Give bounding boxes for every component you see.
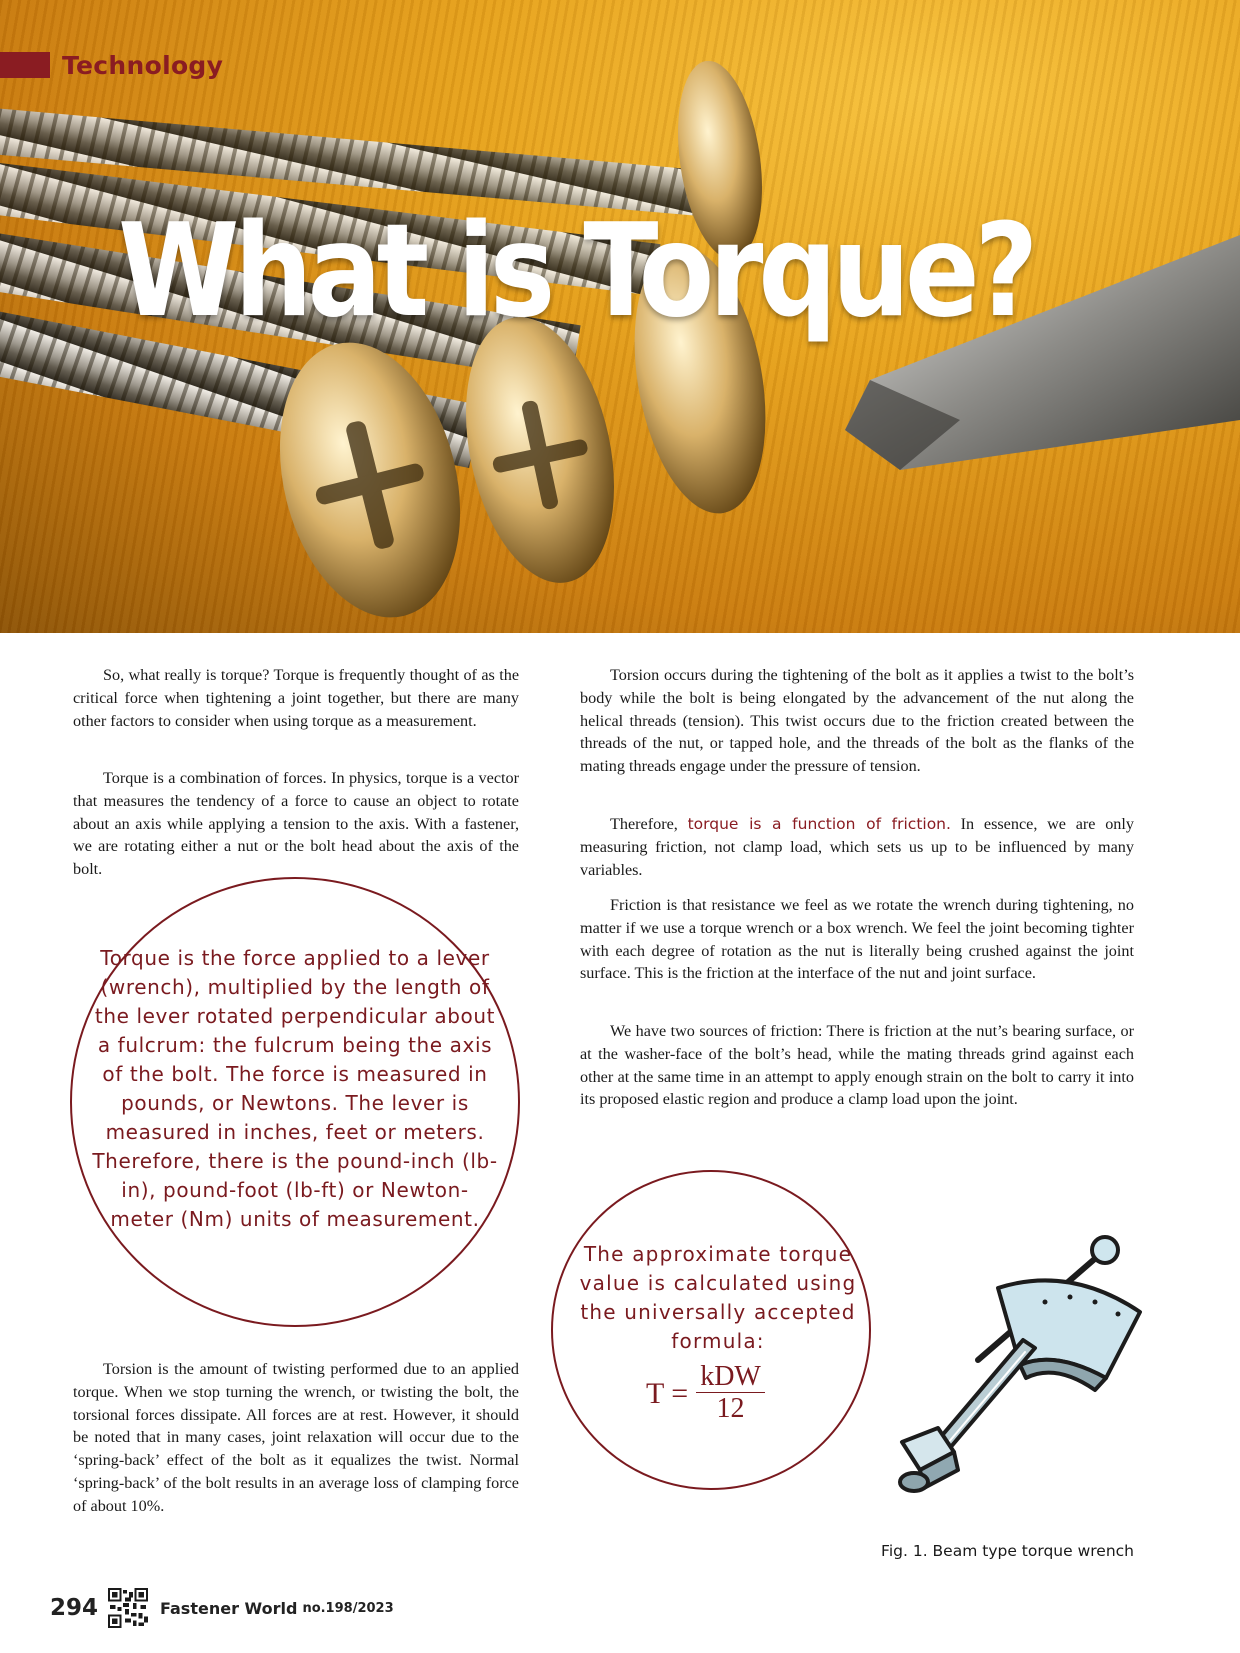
page-number: 294 [50, 1595, 99, 1621]
formula-callout-text: The approximate torque value is calculated using the universally accepted formula: [579, 1242, 857, 1353]
torque-friction-highlight: torque is a function of friction. [687, 815, 951, 833]
formula-fraction [696, 1362, 765, 1425]
article-title: What is Torque? [118, 197, 1034, 346]
section-tag-bar [0, 52, 50, 78]
formula-lhs: T = [646, 1376, 689, 1410]
torque-formula [646, 1362, 765, 1425]
right-paragraph-2 [580, 813, 1134, 881]
formula-numerator: kDW [696, 1362, 765, 1393]
right-paragraph-2-lead: Therefore, [610, 815, 688, 833]
definition-callout-text: Torque is the force applied to a lever (wrench), multiplied by the length of the lever rotated perpendicular about a fulcrum: the fulcrum being the axis of the bolt. The force is measured in pounds, or Newtons. The lever is measured in inches, feet or meters. Therefore, there is the pound-inch (lb-in), pound-foot (lb-ft) or Newton-meter (Nm) units of measurement. [92, 946, 498, 1231]
qr-code-icon[interactable] [108, 1588, 148, 1628]
section-tag-label: Technology [62, 50, 224, 80]
left-paragraph-2: Torque is a combination of forces. In physics, torque is a vector that measures the tendency of a force to cause an object to rotate about an axis while applying a tension to the axis. With a fastener, we are rotating either a nut or the bolt head about the axis of the bolt. [73, 769, 519, 879]
hero-image [0, 0, 1240, 633]
page-footer [50, 1588, 394, 1628]
section-tag [0, 52, 223, 78]
left-paragraph-3: Torsion is the amount of twisting performed due to an applied torque. When we stop turning the wrench, or twisting the bolt, the torsional forces dissipate. All forces are at rest. However, it should be noted that in many cases, joint relaxation will occur due to the ‘spring-back’ effect of the bolt as it equalizes the twist. Normal ‘spring-back’ of the bolt results in an average loss of clamping force of about 10%. [73, 1360, 519, 1515]
issue-number: no.198/2023 [302, 1600, 394, 1616]
right-paragraph-1: Torsion occurs during the tightening of the bolt as it applies a twist to the bolt’s body while the bolt is being elongated by the advancement of the nut along the helical threads (tension). This twist occurs due to the friction created between the threads of the nut, or tapped hole, and the threads of the bolt as the flanks of the mating threads engage under the pressure of tension. [580, 666, 1134, 776]
formula-denominator: 12 [716, 1393, 745, 1424]
publication-name: Fastener World [160, 1598, 298, 1618]
figure-caption: Fig. 1. Beam type torque wrench [881, 1542, 1134, 1560]
right-paragraph-4: We have two sources of friction: There is friction at the nut’s bearing surface, or at the washer-face of the bolt’s head, while the mating threads grind against each other at the same time in an attempt to apply enough strain on the bolt to carry it into its proposed elastic region and produce a clamp load upon the joint. [580, 1022, 1134, 1109]
left-paragraph-1: So, what really is torque? Torque is frequently thought of as the critical force when tightening a joint together, but there are many other factors to consider when using torque as a measurement. [73, 666, 519, 730]
torque-wrench-icon [880, 1230, 1180, 1530]
right-paragraph-2-rest: In essence, we are only measuring friction, not clamp load, which sets us up to be influenced by many variables. [580, 815, 1134, 879]
right-paragraph-3: Friction is that resistance we feel as we rotate the wrench during tightening, no matter if we use a torque wrench or a box wrench. We feel the joint becoming tighter with each degree of rotation as the nut is literally being crushed against the joint surface. This is the friction at the interface of the nut and joint surface. [580, 896, 1134, 983]
